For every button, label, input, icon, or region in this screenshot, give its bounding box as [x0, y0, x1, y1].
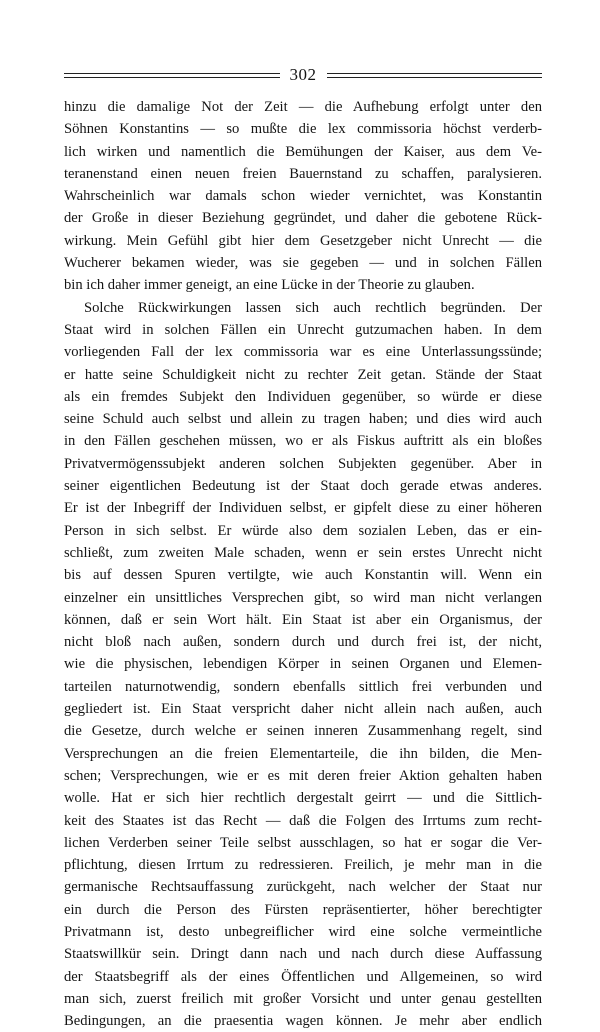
text-line: germanische Rechtsauffassung zurückgeht, nach welcher der Staat nur [64, 879, 542, 896]
text-line: bis auf dessen Spuren vertilgte, wie auch Konstantin will. Wenn ein [64, 567, 542, 584]
page-number: 302 [289, 65, 317, 84]
text-line: einzelner ein unsittliches Versprechen gibt, so wird man nicht verlangen [64, 589, 542, 606]
text-line: teranenstand einen neuen freien Bauernstand zu schaffen, paralysieren. [64, 165, 542, 182]
text-line: Er ist der Inbegriff der Individuen selbst, er gipfelt diese zu einer höheren [64, 500, 542, 517]
text-line: als ein fremdes Subjekt den Individuen gegenüber, so würde er diese [64, 388, 542, 405]
text-line: wirkung. Mein Gefühl gibt hier dem Gesetzgeber nicht Unrecht — die [64, 232, 542, 249]
text-line: die Gesetze, durch welche er seinen inneren Zusammenhang regelt, sind [64, 723, 542, 740]
text-line: lich wirken und namentlich die Bemühungen der Kaiser, aus dem Ve- [64, 143, 542, 160]
text-line: vorliegenden Fall der lex commissoria war es eine Unterlassungssünde; [64, 344, 542, 361]
text-line: Versprechungen an die freien Elementarteile, die ihn bilden, die Men- [64, 745, 542, 762]
text-line: hinzu die damalige Not der Zeit — die Aufhebung erfolgt unter den [64, 99, 542, 115]
text-line: in den Fällen geschehen müssen, wo er als Fiskus auftritt als ein bloßes [64, 433, 542, 450]
text-line: der Staatsbegriff als der eines Öffentlichen und Allgemeinen, so wird [64, 968, 542, 985]
text-line: wolle. Hat er sich hier rechtlich dergestalt geirrt — und die Sittlich- [64, 790, 542, 807]
body-text [64, 96, 542, 1032]
text-line: können, daß er sein Wort hält. Ein Staat ist aber ein Organismus, der [64, 611, 542, 628]
text-line: Wucherer bekamen wieder, was sie gegeben — und in solchen Fällen [64, 255, 542, 272]
text-line: Wahrscheinlich war damals schon wieder vernichtet, was Konstantin [64, 188, 542, 205]
text-line: lichen Verderben seiner Teile selbst ausschlagen, so hat er sogar die Ver- [64, 834, 542, 851]
text-line: schließt, zum zweiten Male schaden, wenn er sein erstes Unrecht nicht [64, 544, 542, 561]
text-line: Privatvermögenssubjekt anderen solchen Subjekten gegenüber. Aber in [64, 455, 542, 472]
text-line: Söhnen Konstantins — so mußte die lex commissoria höchst verderb- [64, 121, 542, 138]
text-line: gegliedert ist. Ein Staat verspricht daher nicht allein nach außen, auch [64, 701, 542, 718]
text-line: er hatte seine Schuldigkeit nicht zu rechter Zeit getan. Stände der Staat [64, 366, 542, 383]
text-line: nicht bloß nach außen, sondern durch und durch frei ist, der nicht, [64, 634, 542, 651]
header-rule-left [64, 73, 280, 78]
text-line: tarteilen naturnotwendig, sondern ebenfalls sittlich frei verbunden und [64, 678, 542, 695]
text-line: keit des Staates ist das Recht — daß die Folgen des Irrtums zum recht- [64, 812, 542, 829]
text-line: bin ich daher immer geneigt, an eine Lücke in der Theorie zu glauben. [64, 277, 475, 294]
text-line: Privatmann ist, desto unbegreiflicher wird eine solche vermeintliche [64, 923, 542, 940]
text-line: pflichtung, diesen Irrtum zu redressieren. Freilich, je mehr man in die [64, 857, 542, 874]
text-line: seine Schuld auch selbst und allein zu tragen haben; und dies wird auch [64, 411, 542, 428]
text-line: seiner eigentlichen Bedeutung ist der Staat doch gerade etwas anderes. [64, 478, 542, 495]
text-line: der Große in dieser Beziehung gegründet, und daher die gebotene Rück- [64, 210, 542, 227]
text-line: Staatswillkür sein. Dringt dann nach und nach durch diese Auffassung [64, 946, 542, 963]
text-line: Person in sich selbst. Er würde also dem sozialen Leben, das er ein- [64, 522, 542, 539]
header-rule-right [327, 73, 543, 78]
book-page [64, 64, 542, 1032]
text-line: schen; Versprechungen, wie er es mit deren freier Aktion gehalten haben [64, 767, 542, 784]
text-line: man sich, zuerst freilich mit großer Vorsicht und unter genau gestellten [64, 990, 542, 1007]
text-line: ein durch die Person des Fürsten repräsentierter, höher berechtigter [64, 901, 542, 918]
text-line: Bedingungen, an die praesentia wagen können. Je mehr aber endlich [64, 1013, 542, 1030]
running-header [64, 64, 542, 86]
text-line: Solche Rückwirkungen lassen sich auch rechtlich begründen. Der [84, 299, 542, 316]
text-line: wie die physischen, lebendigen Körper in seinen Organen und Elemen- [64, 656, 542, 673]
text-line: Staat wird in solchen Fällen ein Unrecht gutzumachen haben. In dem [64, 321, 542, 338]
